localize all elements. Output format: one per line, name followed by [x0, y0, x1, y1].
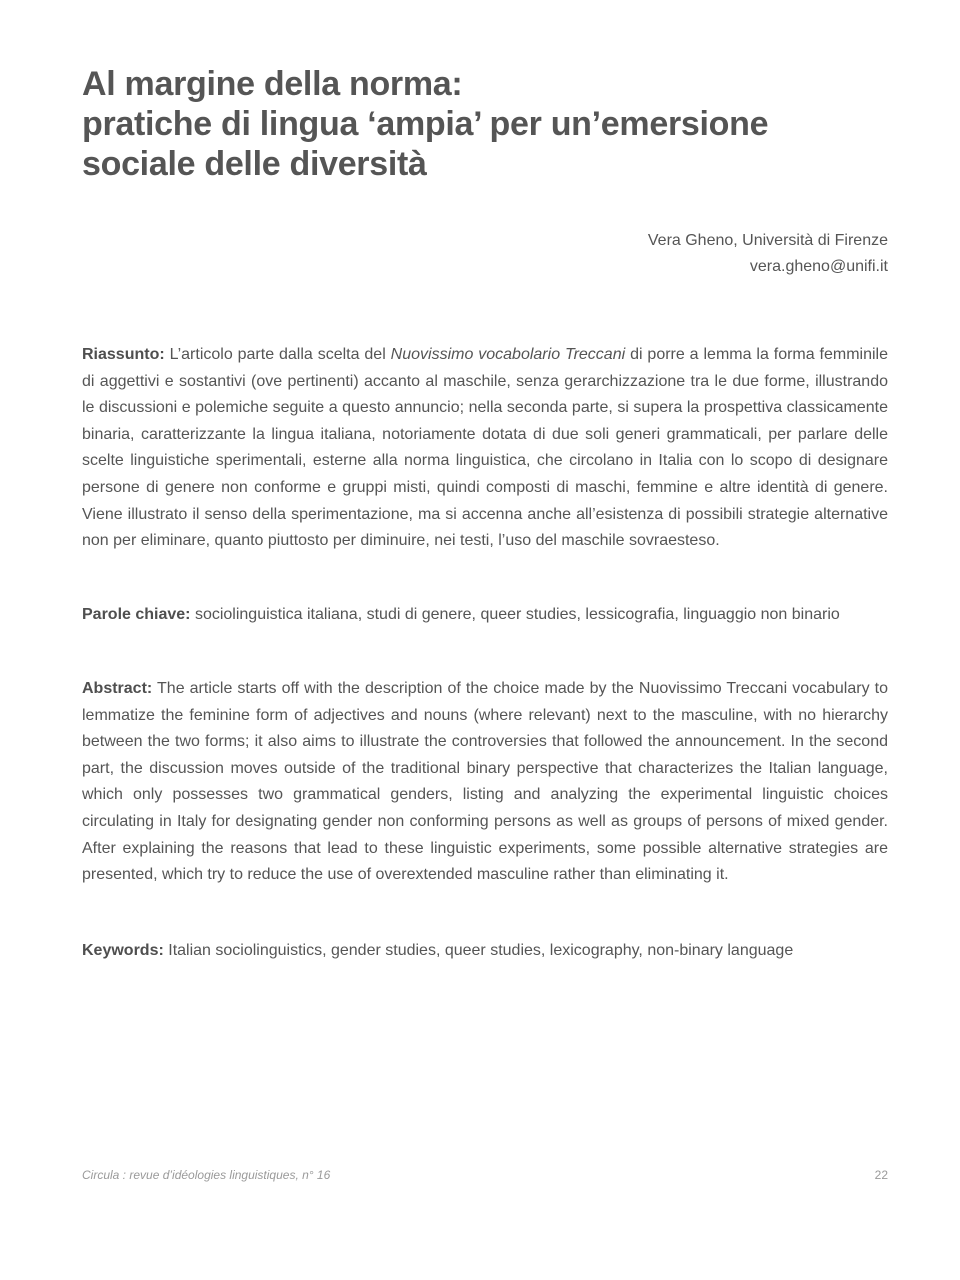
abstract-text: The article starts off with the description of the choice made by the Nuovissimo Treccani vocabulary to lemmatize the feminine form of adjectives and nouns (where relevant) next to the masculine, with no hierarchy between the two forms; it also aims to illustrate the controversies that followed the announcement. In the second part, the discussion moves outside of the traditional binary perspective that characterizes the Italian language, which only possesses two grammatical genders, listing and analyzing the experimental linguistic choices circulating in Italy for designating gender non conforming persons as well as groups of persons of mixed gender. After explaining the reasons that lead to these linguistic experiments, some possible alternative strategies are presented, which try to reduce the use of overextended masculine rather than eliminating it.	[82, 680, 888, 884]
keywords-label: Keywords:	[82, 942, 164, 959]
riassunto-italic-title: Nuovissimo vocabolario Treccani	[390, 346, 626, 363]
title-line-1: Al margine della norma:	[82, 65, 463, 103]
riassunto-text-start: L’articolo parte dalla scelta del	[164, 346, 391, 363]
footer-journal: Circula : revue d’idéologies linguistiques, n° 16	[82, 1168, 331, 1182]
article-title	[82, 64, 902, 184]
keywords-paragraph	[82, 938, 888, 965]
riassunto-text-end: di porre a lemma la forma femminile di aggettivi e sostantivi (ove pertinenti) accanto al maschile, senza gerarchizzazione tra le due forme, illustrando le discussioni e polemiche seguite a questo annuncio; nella seconda parte, si supera la prospettiva classicamente binaria, caratterizzante la lingua italiana, notoriamente dotata di due soli generi grammaticali, per parlare delle scelte linguistiche sperimentali, esterne alla norma linguistica, che circolano in Italia con lo scopo di designare persone di genere non conforme e gruppi misti, quindi composti di maschi, femmine e altre identità di genere. Viene illustrato il senso della sperimentazione, ma si accenna anche all’esistenza di possibili strategie alternative non per eliminare, quanto piuttosto per diminuire, nei testi, l’uso del maschile sovraesteso.	[82, 346, 889, 550]
author-name-affiliation: Vera Gheno, Università di Firenze	[647, 232, 888, 249]
parole-chiave-label: Parole chiave:	[82, 606, 191, 623]
parole-chiave-text: sociolinguistica italiana, studi di genere, queer studies, lessicografia, linguaggio non binario	[190, 606, 840, 623]
riassunto-label: Riassunto:	[82, 346, 165, 363]
abstract-paragraph	[82, 676, 888, 889]
author-block	[648, 228, 888, 280]
title-line-3: sociale delle diversità	[82, 145, 427, 183]
riassunto-paragraph	[82, 342, 888, 555]
parole-chiave-paragraph	[82, 602, 888, 629]
page-number: 22	[874, 1168, 888, 1182]
title-line-2: pratiche di lingua ‘ampia’ per un’emersione	[82, 105, 769, 143]
keywords-text: Italian sociolinguistics, gender studies, queer studies, lexicography, non-binary language	[163, 942, 794, 959]
author-email[interactable]: vera.gheno@unifi.it	[749, 258, 888, 275]
abstract-label: Abstract:	[82, 680, 153, 697]
